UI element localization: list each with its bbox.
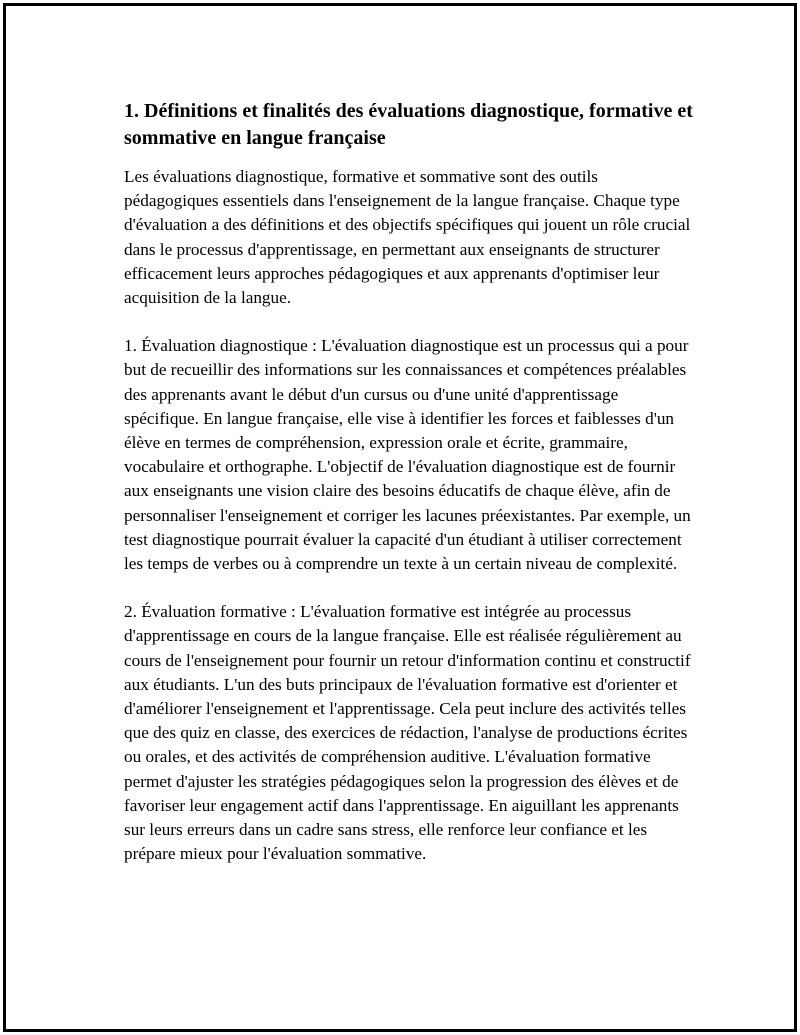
formative-paragraph: 2. Évaluation formative : L'évaluation formative est intégrée au processus d'apprentissage en cours de la langue française. Elle est réalisée régulièrement au cours de l'enseignement pour fournir un retour d'information continu et constructif aux étudiants. L'un des buts principaux de l'évaluation formative est d'orienter et d'améliorer l'enseignement et l'apprentissage. Cela peut inclure des activités telles que des quiz en classe, des exercices de rédaction, l'analyse de productions écrites ou orales, et des activités de compréhension auditive. L'évaluation formative permet d'ajuster les stratégies pédagogiques selon la progression des élèves et de favoriser leur engagement actif dans l'apprentissage. En aiguillant les apprenants sur leurs erreurs dans un cadre sans stress, elle renforce leur confiance et les prépare mieux pour l'évaluation sommative. — [124, 602, 691, 864]
section-heading: 1. Définitions et finalités des évaluations diagnostique, formative et sommative en langue française — [124, 100, 693, 149]
diagnostic-paragraph: 1. Évaluation diagnostique : L'évaluation diagnostique est un processus qui a pour but de recueillir des informations sur les connaissances et compétences préalables des apprenants avant le début d'un cursus ou d'une unité d'apprentissage spécifique. En langue française, elle vise à identifier les forces et faiblesses d'un élève en termes de compréhension, expression orale et écrite, grammaire, vocabulaire et orthographe. L'objectif de l'évaluation diagnostique est de fournir aux enseignants une vision claire des besoins éducatifs de chaque élève, afin de personnaliser l'enseignement et corriger les lacunes préexistantes. Par exemple, un test diagnostique pourrait évaluer la capacité d'un étudiant à utiliser correctement les temps de verbes ou à comprendre un texte à un certain niveau de complexité. — [124, 336, 691, 574]
page-frame — [3, 3, 797, 1032]
document-body — [124, 98, 694, 890]
intro-paragraph: Les évaluations diagnostique, formative et sommative sont des outils pédagogiques essentiels dans l'enseignement de la langue française. Chaque type d'évaluation a des définitions et des objectifs spécifiques qui jouent un rôle crucial dans le processus d'apprentissage, en permettant aux enseignants de structurer efficacement leurs approches pédagogiques et aux apprenants d'optimiser leur acquisition de la langue. — [124, 167, 691, 308]
